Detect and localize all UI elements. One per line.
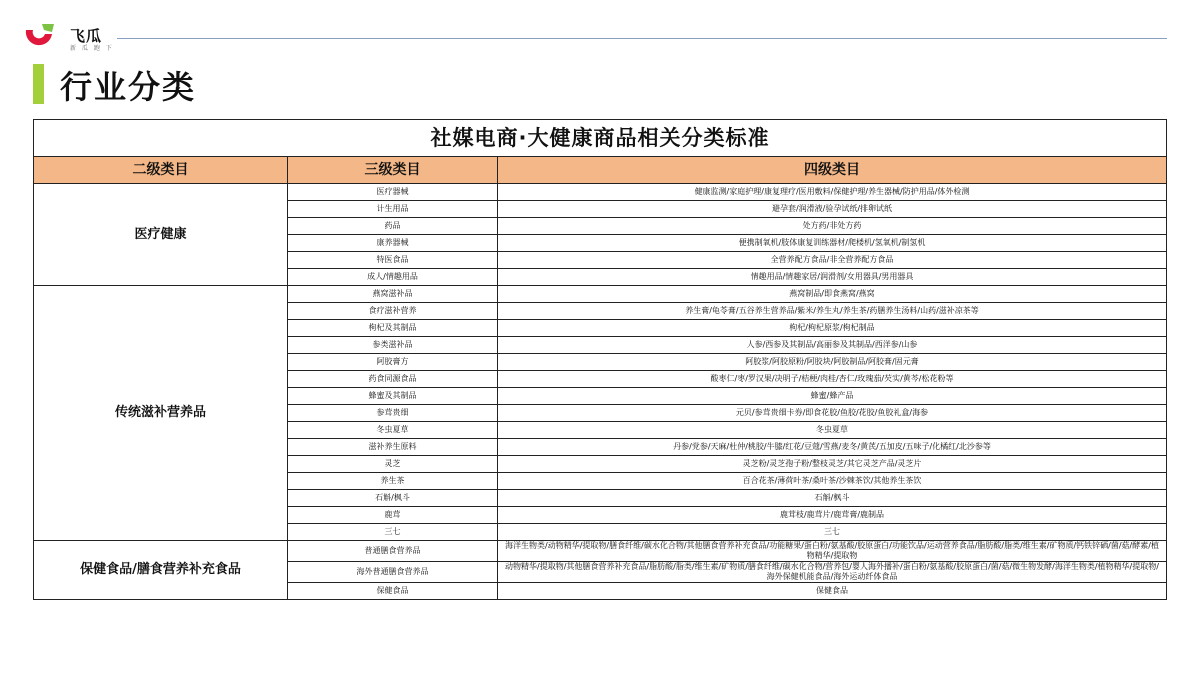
level3-category: 三七 [288,524,498,541]
level4-categories: 人参/西参及其制品/高丽参及其制品/西洋参/山参 [498,337,1167,354]
level4-categories: 灵芝粉/灵芝孢子粉/整枝灵芝/其它灵芝产品/灵芝片 [498,456,1167,473]
level4-categories: 避孕套/润滑液/验孕试纸/排卵试纸 [498,201,1167,218]
feigua-logo [22,22,60,52]
table-row [34,541,1167,562]
level4-categories: 情趣用品/情趣家居/润滑剂/女用器具/男用器具 [498,269,1167,286]
level4-categories: 全营养配方食品/非全营养配方食品 [498,252,1167,269]
level3-category: 燕窝滋补品 [288,286,498,303]
level4-categories: 海洋生物类/动物精华/提取物/膳食纤维/碳水化合物/其他膳食营养补充食品/功能糖果/蛋白粉/氨基酸/胶原蛋白/功能饮品/运动营养食品/脂肪酸/脂类/维生素/矿物质/钙铁锌硒/菌/菇/酵素/植物精华/提取物 [498,541,1167,562]
column-header-level4: 四级类目 [498,157,1167,184]
level2-category: 传统滋补营养品 [34,286,288,541]
level3-category: 医疗器械 [288,184,498,201]
level3-category: 养生茶 [288,473,498,490]
level3-category: 枸杞及其制品 [288,320,498,337]
level4-categories: 阿胶浆/阿胶原粉/阿胶块/阿胶制品/阿胶膏/固元膏 [498,354,1167,371]
level2-category: 保健食品/膳食营养补充食品 [34,541,288,600]
level2-category: 医疗健康 [34,184,288,286]
brand-name: 飞瓜 [70,27,103,45]
title-accent-bar [33,64,44,104]
level4-categories: 健康监测/家庭护理/康复理疗/医用敷料/保健护理/养生器械/防护用品/体外检测 [498,184,1167,201]
level3-category: 食疗滋补营养 [288,303,498,320]
level4-categories: 燕窝制品/即食燕窝/燕窝 [498,286,1167,303]
level4-categories: 百合花茶/薄荷叶茶/桑叶茶/沙棘茶饮/其他养生茶饮 [498,473,1167,490]
level4-categories: 酸枣仁/枣/罗汉果/决明子/桔梗/肉桂/杏仁/玫瑰茄/芡实/黄芩/松花粉等 [498,371,1167,388]
level4-categories: 丹参/党参/天麻/杜仲/桃胶/牛膝/红花/豆蔻/雪燕/麦冬/黄芪/五加皮/五味子/化橘红/北沙参等 [498,439,1167,456]
category-table [33,119,1167,600]
table-row [34,286,1167,303]
level3-category: 石斛/枫斗 [288,490,498,507]
level4-categories: 冬虫夏草 [498,422,1167,439]
level3-category: 冬虫夏草 [288,422,498,439]
level4-categories: 枸杞/枸杞原浆/枸杞制品 [498,320,1167,337]
level3-category: 普通膳食营养品 [288,541,498,562]
level3-category: 药品 [288,218,498,235]
level3-category: 灵芝 [288,456,498,473]
level4-categories: 动物精华/提取物/其他膳食营养补充食品/脂肪酸/脂类/维生素/矿物质/膳食纤维/碳水化合物/营养包/婴人海外播补/蛋白粉/氨基酸/胶原蛋白/菌/菇/微生物发酵/海洋生物类/植物精华/提取物/海外保健机能食品/海外运动纤体食品 [498,562,1167,583]
table-title: 社媒电商·大健康商品相关分类标准 [34,120,1167,157]
level4-categories: 便携制氧机/肢体康复训练器材/爬楼机/氢氧机/制氢机 [498,235,1167,252]
table-row [34,184,1167,201]
level3-category: 参类滋补品 [288,337,498,354]
level4-categories: 保健食品 [498,583,1167,600]
level4-categories: 元贝/参茸贵细卡券/即食花胶/鱼胶/花胶/鱼胶礼盒/海参 [498,405,1167,422]
level3-category: 滋补养生原料 [288,439,498,456]
level3-category: 药食同源食品 [288,371,498,388]
level3-category: 参茸贵细 [288,405,498,422]
level4-categories: 处方药/非处方药 [498,218,1167,235]
level4-categories: 石斛/枫斗 [498,490,1167,507]
level3-category: 成人/情趣用品 [288,269,498,286]
column-header-level2: 二级类目 [34,157,288,184]
level3-category: 鹿茸 [288,507,498,524]
level4-categories: 蜂蜜/蜂产品 [498,388,1167,405]
brand-slogan: 新 瓜 跑 下 [70,45,114,52]
level3-category: 计生用品 [288,201,498,218]
level3-category: 阿胶膏方 [288,354,498,371]
level3-category: 蜂蜜及其制品 [288,388,498,405]
level4-categories: 养生膏/龟苓膏/五谷养生营养品/紫米/养生丸/养生茶/药膳养生汤料/山药/滋补凉茶等 [498,303,1167,320]
column-header-level3: 三级类目 [288,157,498,184]
level3-category: 保健食品 [288,583,498,600]
level3-category: 海外普通膳食营养品 [288,562,498,583]
level3-category: 康养器械 [288,235,498,252]
page-title: 行业分类 [60,68,197,106]
level4-categories: 三七 [498,524,1167,541]
header-divider [117,38,1167,39]
level4-categories: 鹿茸枝/鹿茸片/鹿茸膏/鹿制品 [498,507,1167,524]
level3-category: 特医食品 [288,252,498,269]
